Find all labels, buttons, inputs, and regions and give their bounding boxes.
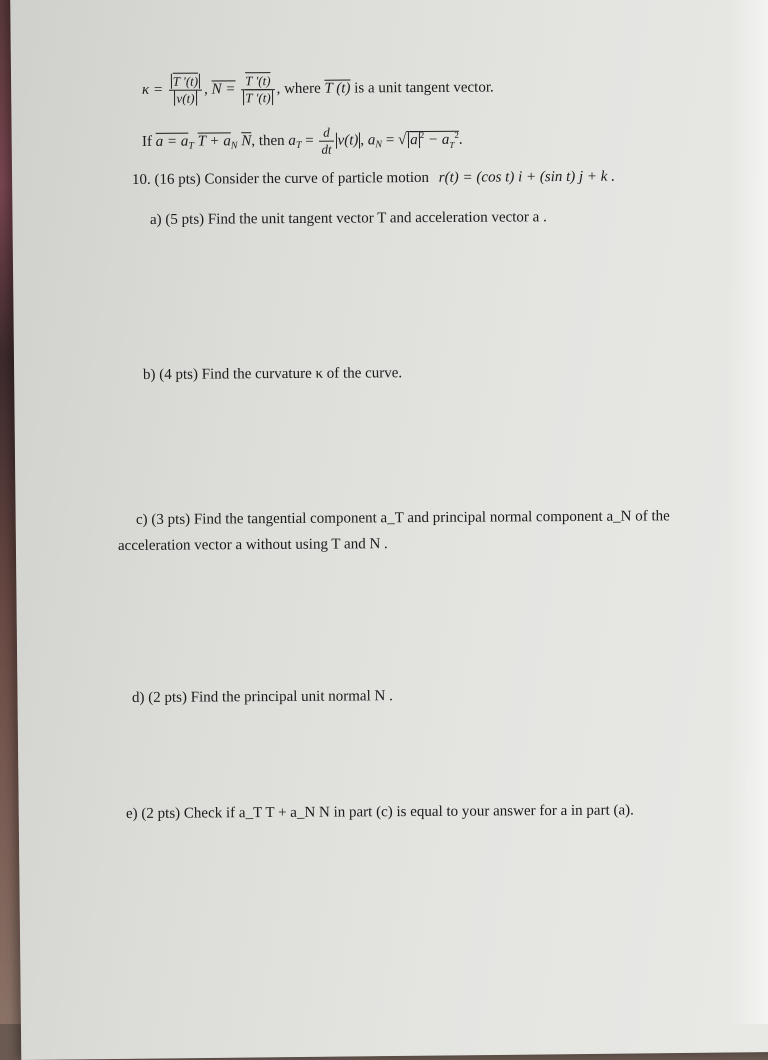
- kappa-fraction: [169, 74, 203, 107]
- part-e-text: Check if a_T T + a_N N in part (c) is equal to your answer for a in part (a).: [183, 802, 634, 822]
- n-fraction: [241, 73, 275, 106]
- part-e-label: e): [125, 805, 138, 822]
- equals-1: =: [305, 132, 314, 149]
- part-b-label: b): [142, 366, 156, 383]
- kappa-numerator: T '(t): [172, 73, 199, 89]
- derivative-fraction: [319, 125, 333, 158]
- a-eq: a = a: [155, 133, 189, 150]
- problem-number: 10.: [131, 171, 151, 188]
- r-expression: r(t) = (cos t) i + (sin t) j + k .: [438, 168, 615, 186]
- part-a-points: (5 pts): [165, 211, 205, 228]
- formula-line-kappa: κ = $\frac{T '(t)}{v(t)}$ , N = $\frac{T '(t)}{T '(t)}$ , where T (t) is a unit tangent vector.: [141, 73, 494, 106]
- part-a-line: [150, 209, 547, 229]
- sub-t-3: T: [449, 139, 455, 150]
- period: .: [458, 131, 463, 148]
- speed-abs: v(t): [337, 132, 359, 149]
- problem-10-line: [132, 169, 615, 189]
- at-lhs: a: [288, 132, 296, 149]
- plus-t: T + a: [197, 133, 231, 150]
- formula-line-accel: If $a = a_T$ $T + a_N$ $\overline{N}$, then $a_T$ = $\frac{d}{dt}$ v(t) , $a_N$ = √ a $^2 - a_T^2$.: [141, 124, 463, 157]
- part-c-line-2: [118, 536, 388, 555]
- n-denominator: T '(t): [245, 90, 271, 106]
- sqrt-tail: − a: [427, 131, 450, 148]
- problem-points: (16 pts): [154, 171, 201, 188]
- part-d-points: (2 pts): [148, 689, 188, 706]
- paper-sheet: [10, 0, 768, 1060]
- sq-2: 2: [454, 129, 459, 140]
- equals-2: =: [385, 132, 395, 149]
- part-e-line: [126, 802, 634, 823]
- d-text: d: [319, 125, 333, 142]
- sqrt-body: [406, 131, 459, 148]
- sq-1: 2: [419, 129, 425, 140]
- kappa-denominator: v(t): [176, 90, 195, 106]
- problem-statement: Consider the curve of particle motion: [204, 169, 430, 188]
- part-c-text-2: acceleration vector a without using T and N .: [117, 536, 388, 554]
- part-c-text: Find the tangential component a_T and principal normal component a_N of the: [193, 508, 670, 528]
- part-e-points: (2 pts): [141, 805, 181, 822]
- t-of-t: T (t): [324, 80, 351, 97]
- part-c-points: (3 pts): [151, 511, 191, 528]
- n-numerator: T '(t): [245, 73, 271, 89]
- part-a-label: a): [149, 211, 162, 228]
- sqrt-a: a: [410, 132, 418, 149]
- an-lhs: a: [367, 132, 376, 149]
- then-text: , then: [251, 132, 285, 150]
- sub-t-2: T: [295, 139, 302, 151]
- part-b-points: (4 pts): [159, 366, 199, 383]
- part-d-text: Find the principal unit normal N .: [190, 688, 393, 706]
- if-text: If: [141, 133, 153, 150]
- sqrt-sign: √: [397, 132, 407, 149]
- part-b-line: [143, 365, 402, 384]
- n-vector: $\overline{N}$: [241, 133, 252, 150]
- sub-n: N: [230, 140, 238, 152]
- part-b-text: Find the curvature κ of the curve.: [201, 365, 403, 383]
- part-a-text: Find the unit tangent vector T and acceleration vector a .: [207, 209, 547, 228]
- paper-highlight: [728, 0, 768, 1024]
- sub-t: T: [188, 140, 195, 152]
- part-d-label: d): [131, 689, 145, 706]
- part-c-label: c): [135, 511, 148, 528]
- dt-text: dt: [321, 141, 332, 157]
- unit-tangent-text: is a unit tangent vector.: [354, 79, 494, 97]
- where-text: where: [283, 80, 321, 97]
- kappa-lhs: κ =: [141, 81, 164, 98]
- n-lhs: N =: [211, 81, 236, 98]
- sub-n-2: N: [375, 139, 383, 151]
- part-d-line: [132, 688, 393, 707]
